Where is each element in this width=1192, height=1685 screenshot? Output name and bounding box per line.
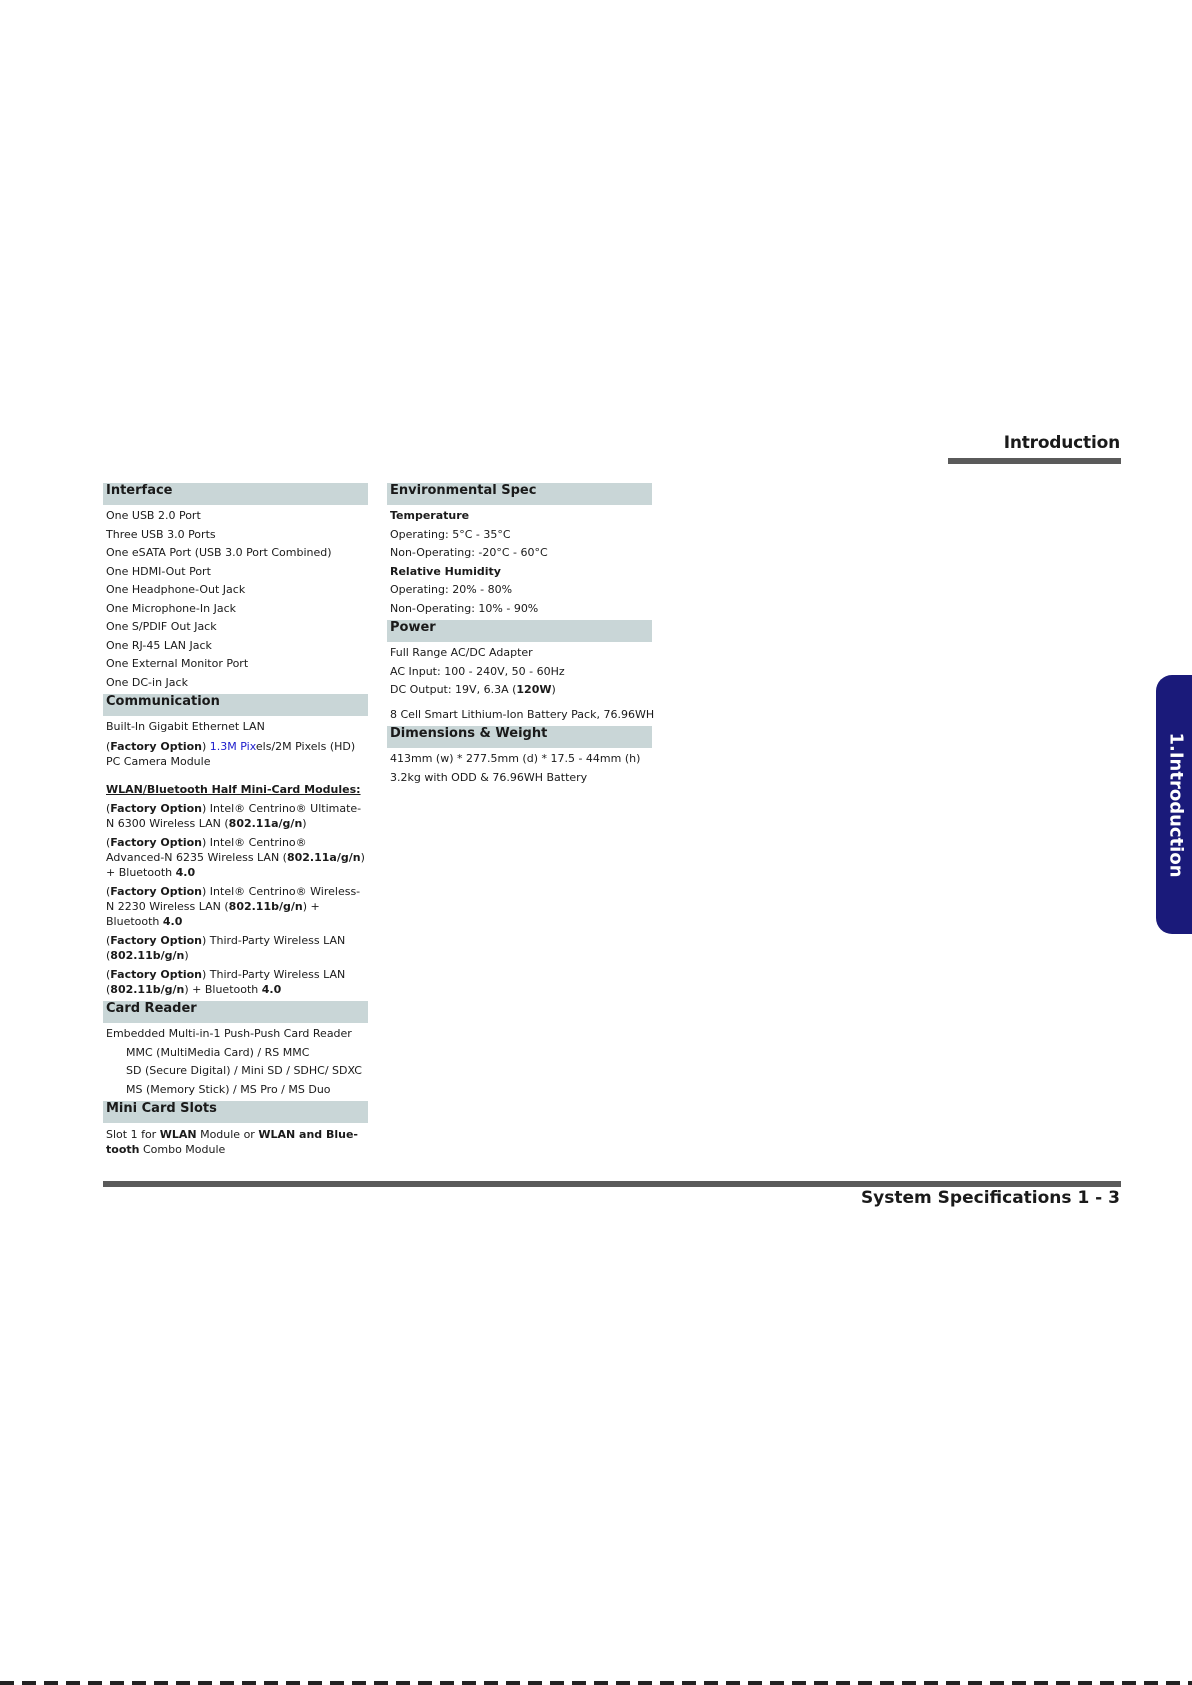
camera-item: [103, 737, 368, 771]
card-reader-format: SD (Secure Digital) / Mini SD / SDHC/ SDXC: [126, 1064, 362, 1077]
bluetooth-version: 4.0: [162, 915, 183, 928]
dc-output-text: DC Output: 19V, 6.3A (: [390, 683, 517, 696]
section-heading-mini-card-slots: Mini Card Slots: [103, 1101, 368, 1123]
wlan-module-item: (Factory Option) Intel® Centrino® Wireless-N 2230 Wireless LAN (802.11b/g/n) + Bluetooth 4.0: [106, 885, 361, 928]
interface-item: One DC-in Jack: [106, 675, 188, 689]
wifi-standard: 802.11b/g/n: [110, 983, 185, 996]
wifi-standard: 802.11a/g/n: [286, 851, 361, 864]
interface-section: [103, 483, 368, 692]
interface-item: Three USB 3.0 Ports: [106, 527, 216, 541]
module-text: Intel® Centrino® Advanced-N 6235 Wireless LAN (: [106, 836, 307, 864]
interface-item: One RJ-45 LAN Jack: [106, 638, 212, 652]
interface-item: One Microphone-In Jack: [106, 601, 237, 615]
section-heading-communication: Communication: [103, 694, 368, 716]
card-reader-section: [103, 1001, 368, 1099]
section-heading-environmental-spec: Environmental Spec: [387, 483, 652, 505]
footer-page-label: System Specifications 1 - 3: [860, 1188, 1120, 1208]
power-dc-output: [387, 681, 652, 700]
module-text: ) + Bluetooth: [106, 851, 365, 879]
interface-item: One External Monitor Port: [106, 657, 249, 670]
camera-description: els/2M Pixels (HD) PC Camera Module: [106, 739, 356, 768]
interface-item: One Headphone-Out Jack: [106, 583, 246, 596]
temperature-operating: Operating: 5°C - 35°C: [390, 527, 511, 541]
page-header-title: Introduction: [1003, 433, 1120, 453]
card-reader-format: MMC (MultiMedia Card) / RS MMC: [126, 1045, 310, 1059]
factory-option-label: Factory Option: [110, 934, 202, 947]
interface-item: One HDMI-Out Port: [106, 564, 211, 578]
interface-item: One eSATA Port (USB 3.0 Port Combined): [106, 546, 332, 559]
chapter-side-tab-label: 1.Introduction: [1165, 731, 1187, 878]
section-heading-card-reader: Card Reader: [103, 1001, 368, 1023]
chapter-side-tab[interactable]: [1156, 675, 1192, 934]
module-text: Third-Party Wireless LAN (: [106, 934, 346, 962]
factory-option-label: Factory Option: [110, 802, 202, 815]
dimensions-section: [387, 726, 652, 787]
bottom-dashed-border: [0, 1681, 1192, 1685]
section-heading-interface: Interface: [103, 483, 368, 505]
dimensions-weight: 3.2kg with ODD & 76.96WH Battery: [390, 770, 588, 784]
left-column: [103, 483, 368, 1159]
wlan-module-item: (Factory Option) Third-Party Wireless LAN (802.11b/g/n) + Bluetooth 4.0: [106, 968, 346, 996]
module-text: Intel® Centrino® Wireless-N 2230 Wireless LAN (: [106, 885, 361, 913]
right-column: [387, 483, 655, 787]
interface-item: One S/PDIF Out Jack: [106, 620, 217, 633]
bluetooth-version: 4.0: [261, 983, 282, 996]
factory-option-label: Factory Option: [110, 885, 202, 898]
section-heading-dimensions-weight: Dimensions & Weight: [387, 726, 652, 748]
module-text: ): [184, 949, 189, 962]
module-text: ): [302, 817, 307, 830]
module-text: ) + Bluetooth: [184, 983, 262, 996]
wifi-standard: 802.11b/g/n: [110, 949, 185, 962]
module-text: Intel® Centrino® Ultimate-N 6300 Wireless LAN (: [106, 802, 362, 830]
wlan-module-item: (Factory Option) Intel® Centrino® Advanced-N 6235 Wireless LAN (802.11a/g/n) + Bluetooth 4.0: [106, 836, 365, 879]
camera-resolution-link[interactable]: 1.3M Pix: [209, 739, 256, 753]
wifi-standard: 802.11b/g/n: [228, 900, 303, 913]
wlan-module-item: (Factory Option) Third-Party Wireless LAN (802.11b/g/n): [106, 934, 346, 962]
power-adapter: Full Range AC/DC Adapter: [390, 646, 533, 659]
battery-pack: 8 Cell Smart Lithium-Ion Battery Pack, 76.96WH: [390, 707, 655, 721]
temperature-non-operating: Non-Operating: -20°C - 60°C: [390, 546, 548, 559]
paren: (: [106, 739, 111, 753]
humidity-operating: Operating: 20% - 80%: [390, 583, 513, 596]
dc-output-wattage: 120W: [516, 683, 552, 696]
header-rule: [948, 458, 1121, 464]
section-heading-power: Power: [387, 620, 652, 642]
humidity-non-operating: Non-Operating: 10% - 90%: [390, 601, 539, 615]
wlan-module-item: (Factory Option) Intel® Centrino® Ultimate-N 6300 Wireless LAN (802.11a/g/n): [106, 802, 362, 830]
slot-text: Combo Module: [139, 1143, 226, 1156]
wlan-bluetooth-label: WLAN and Blue-tooth: [106, 1128, 358, 1156]
lan-item: Built-In Gigabit Ethernet LAN: [106, 720, 265, 733]
temperature-label: Temperature: [390, 509, 470, 522]
paren: ): [202, 739, 210, 753]
wifi-standard: 802.11a/g/n: [228, 817, 303, 830]
factory-option-label: Factory Option: [110, 968, 202, 981]
environmental-section: [387, 483, 652, 618]
slot-text: Slot 1 for: [106, 1128, 160, 1141]
slot-text: Module or: [196, 1128, 259, 1141]
mini-card-slot-item: [103, 1125, 368, 1159]
factory-option-label: Factory Option: [110, 836, 202, 849]
power-ac-input: AC Input: 100 - 240V, 50 - 60Hz: [390, 664, 565, 678]
humidity-label: Relative Humidity: [390, 564, 501, 578]
card-reader-intro: Embedded Multi-in-1 Push-Push Card Reader: [106, 1027, 352, 1040]
dimensions-size: 413mm (w) * 277.5mm (d) * 17.5 - 44mm (h): [390, 752, 641, 765]
footer-rule: [103, 1181, 1121, 1187]
interface-item: One USB 2.0 Port: [106, 509, 201, 522]
wlan-label: WLAN: [159, 1128, 197, 1141]
module-text: ) + Bluetooth: [106, 900, 320, 928]
dc-output-text: ): [551, 683, 556, 696]
module-text: Third-Party Wireless LAN (: [106, 968, 346, 996]
mini-card-section: [103, 1101, 368, 1159]
power-section: [387, 620, 655, 724]
factory-option-label: Factory Option: [110, 739, 202, 753]
wlan-subheading: WLAN/Bluetooth Half Mini-Card Modules:: [106, 782, 361, 796]
bluetooth-version: 4.0: [175, 866, 196, 879]
card-reader-format: MS (Memory Stick) / MS Pro / MS Duo: [126, 1082, 331, 1096]
communication-section: [103, 694, 368, 999]
